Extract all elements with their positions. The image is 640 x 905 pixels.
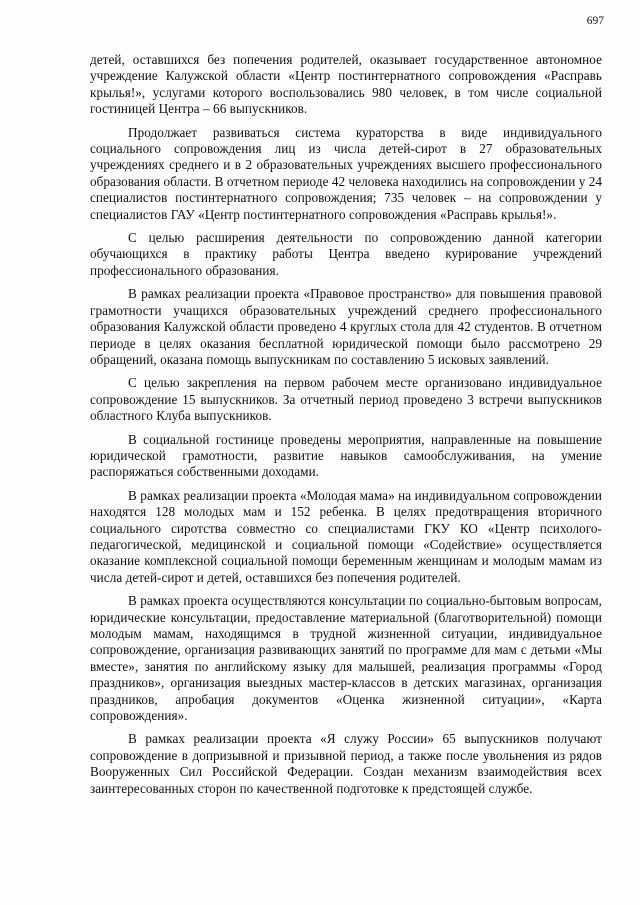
page-number: 697: [586, 15, 604, 27]
paragraph-8: В рамках проекта осуществляются консультации по социально-бытовым вопросам, юридические консультации, предоставление материальной (благотворительной) помощи молодым мамам, находящимся в трудной жизненной ситуации, индивидуальное сопровождение, организация развивающих занятий по программе для мам с детьми «Мы вместе», занятия по английскому языку для малышей, реализация программы «Город праздников», организация выездных мастер-классов в детских магазинах, организация праздников, апробация документов «Оценка жизненной ситуации», «Карта сопровождения».: [90, 593, 602, 724]
paragraph-3: С целью расширения деятельности по сопровождению данной категории обучающихся в практику работы Центра введено курирование учреждений профессионального образования.: [90, 230, 602, 278]
paragraph-4: В рамках реализации проекта «Правовое пространство» для повышения правовой грамотности учащихся образовательных учреждений среднего профессионального образования Калужской области проведено 4 круглых стола для 42 студентов. В отчетном периоде в целях оказания бесплатной юридической помощи было рассмотрено 29 обращений, оказана помощь выпускникам по составлению 5 исковых заявлений.: [90, 286, 602, 367]
paragraph-6: В социальной гостинице проведены мероприятия, направленные на повышение юридической грамотности, развитие навыков самообслуживания, на умение распоряжаться собственными доходами.: [90, 431, 602, 480]
paragraph-9: В рамках реализации проекта «Я служу России» 65 выпускников получают сопровождение в допризывной и призывной период, а также после увольнения из рядов Вооруженных Сил Российской Федерации. Создан механизм взаимодействия всех заинтересованных сторон по качественной подготовке к предстоящей службе.: [90, 731, 602, 796]
paragraph-2: Продолжает развиваться система кураторства в виде индивидуального социального сопровождения лиц из числа детей-сирот в 27 образовательных учреждениях среднего и в 2 образовательных учреждениях высшего профессионального образования области. В отчетном периоде 42 человека находились на сопровождении у 24 специалистов постинтернатного сопровождения; 735 человек – на сопровождении у специалистов ГАУ «Центр постинтернатного сопровождения «Расправь крылья!».: [90, 124, 602, 222]
paragraph-5: С целью закрепления на первом рабочем месте организовано индивидуальное сопровождение 15 выпускников. За отчетный период проведено 3 встречи выпускников областного Клуба выпускников.: [90, 375, 602, 424]
paragraph-7: В рамках реализации проекта «Молодая мама» на индивидуальном сопровождении находятся 128 молодых мам и 152 ребенка. В целях предотвращения вторичного социального сиротства совместно со специалистами ГКУ КО «Центр психолого-педагогической, медицинской и социальной помощи «Содействие» осуществляется оказание комплексной социальной помощи беременным женщинам и молодым мамам из числа детей-сирот и детей, оставшихся без попечения родителей.: [90, 487, 602, 585]
paragraph-1: детей, оставшихся без попечения родителей, оказывает государственное автономное учреждение Калужской области «Центр постинтернатного сопровождения «Расправь крылья!», услугами которого воспользовались 980 человек, в том числе социальной гостиницей Центра – 66 выпускников.: [90, 52, 602, 117]
document-body: [90, 52, 602, 804]
